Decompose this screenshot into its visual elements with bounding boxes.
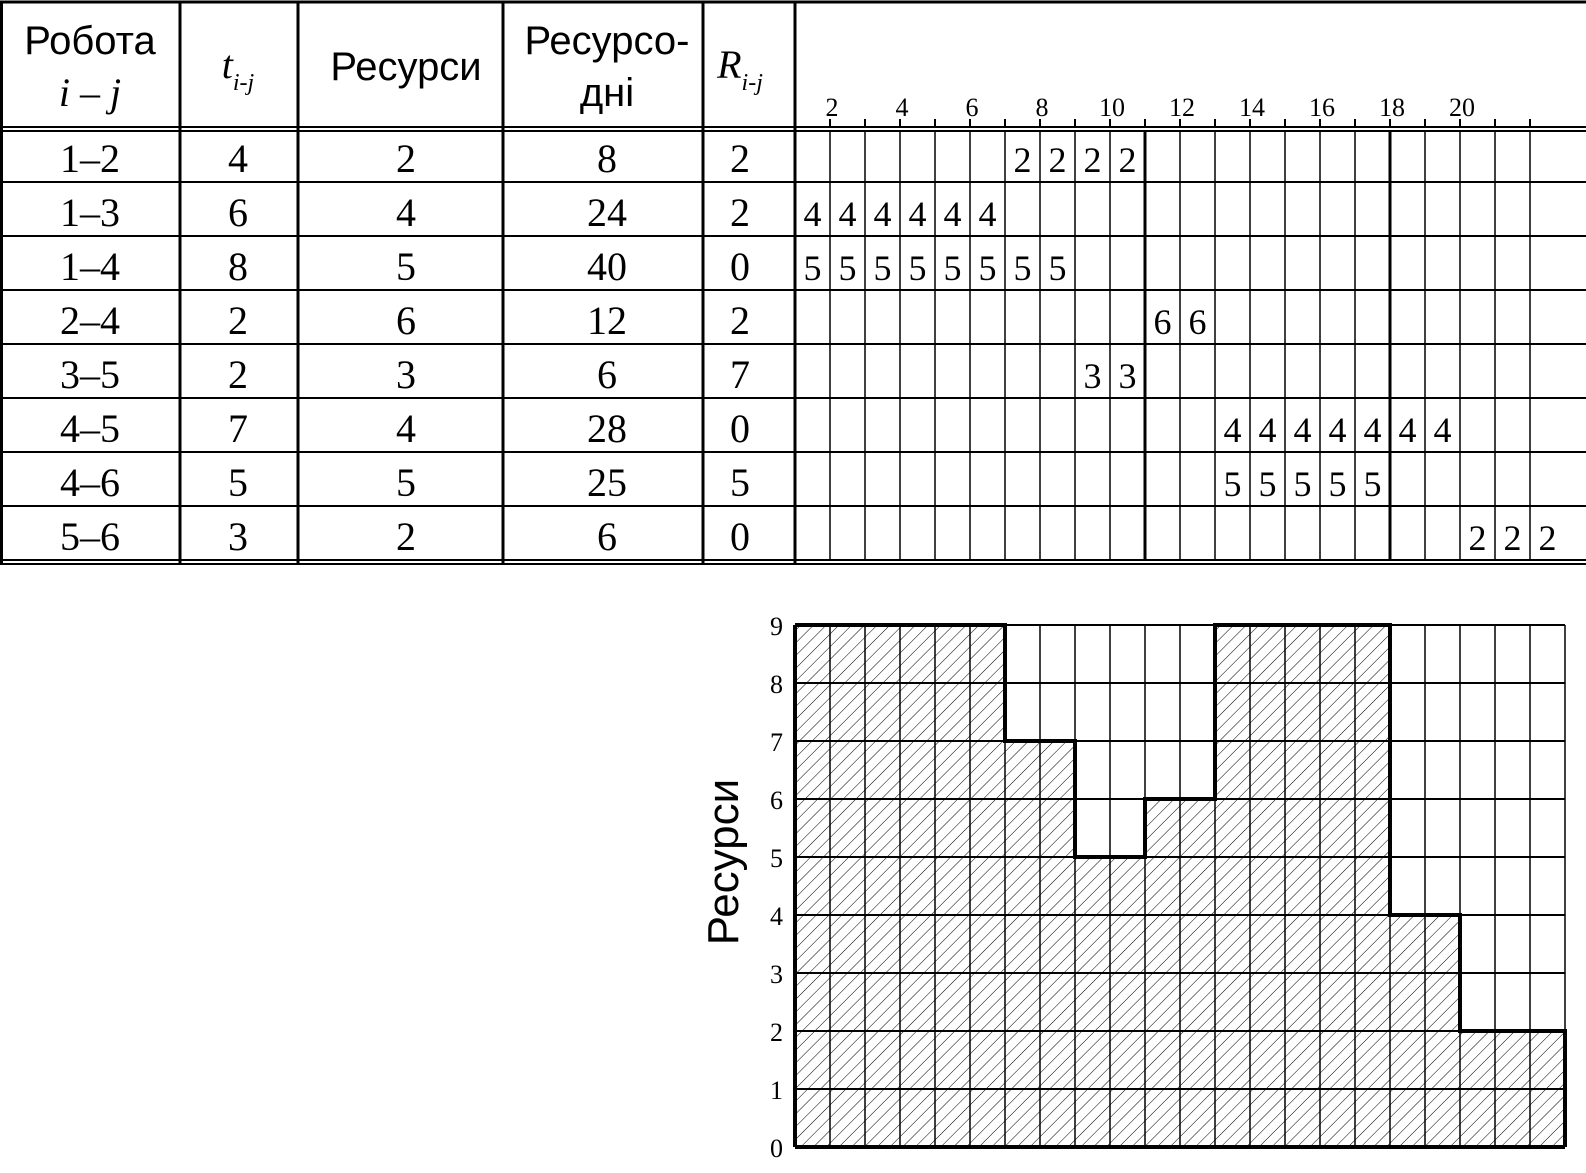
table-row bbox=[60, 244, 1067, 289]
row-cell-rd: 12 bbox=[587, 298, 627, 343]
header-reserve bbox=[716, 42, 763, 96]
row-cell-t: 6 bbox=[228, 190, 248, 235]
histogram-bar bbox=[1110, 857, 1145, 1147]
header-resources: Ресурси bbox=[330, 45, 482, 89]
row-cell-res: 5 bbox=[396, 244, 416, 289]
row-cell-res: 3 bbox=[396, 352, 416, 397]
gantt-amount: 4 bbox=[803, 194, 822, 234]
header-work-line2: i – j bbox=[58, 70, 122, 115]
gantt-amount: 4 bbox=[908, 194, 927, 234]
y-tick-label: 2 bbox=[770, 1018, 783, 1047]
row-cell-rd: 24 bbox=[587, 190, 627, 235]
gantt-amount: 5 bbox=[1258, 464, 1277, 504]
row-cell-rd: 6 bbox=[597, 352, 617, 397]
y-tick-label: 4 bbox=[770, 902, 783, 931]
histogram-bar bbox=[1250, 625, 1285, 1147]
gantt-amount: 2 bbox=[1538, 518, 1557, 558]
row-cell-res: 6 bbox=[396, 298, 416, 343]
row-cell-work: 2–4 bbox=[60, 298, 120, 343]
gantt-amount: 6 bbox=[1153, 302, 1172, 342]
gantt-amount: 4 bbox=[978, 194, 997, 234]
row-cell-work: 4–5 bbox=[60, 406, 120, 451]
histogram-bar bbox=[1040, 741, 1075, 1147]
table-row bbox=[60, 136, 1137, 181]
gantt-amount: 5 bbox=[1048, 248, 1067, 288]
histogram-bar bbox=[795, 625, 830, 1147]
row-cell-res: 4 bbox=[396, 190, 416, 235]
table-rows bbox=[60, 136, 1557, 559]
header-reserve-sub: i-j bbox=[741, 70, 763, 96]
row-cell-t: 7 bbox=[228, 406, 248, 451]
row-cell-t: 3 bbox=[228, 514, 248, 559]
y-tick-label: 8 bbox=[770, 670, 783, 699]
gantt-amount: 4 bbox=[873, 194, 892, 234]
day-label: 20 bbox=[1449, 93, 1475, 122]
header-duration-main: t bbox=[221, 42, 233, 87]
histogram-bar bbox=[830, 625, 865, 1147]
row-cell-reserve: 2 bbox=[730, 298, 750, 343]
day-label: 16 bbox=[1309, 93, 1335, 122]
y-tick-label: 9 bbox=[770, 612, 783, 641]
header-duration bbox=[222, 42, 255, 96]
gantt-amount: 4 bbox=[1258, 410, 1277, 450]
histogram-bar bbox=[1005, 741, 1040, 1147]
y-tick-label: 6 bbox=[770, 786, 783, 815]
gantt-amount: 5 bbox=[1328, 464, 1347, 504]
histogram-bar bbox=[1320, 625, 1355, 1147]
gantt-amount: 4 bbox=[1293, 410, 1312, 450]
row-cell-t: 8 bbox=[228, 244, 248, 289]
gantt-amount: 3 bbox=[1118, 356, 1137, 396]
day-label: 10 bbox=[1099, 93, 1125, 122]
gantt-amount: 4 bbox=[1398, 410, 1417, 450]
histogram-bar bbox=[1075, 857, 1110, 1147]
y-axis-ticks bbox=[770, 612, 783, 1163]
row-cell-work: 1–4 bbox=[60, 244, 120, 289]
histogram-bar bbox=[970, 625, 1005, 1147]
row-cell-rd: 6 bbox=[597, 514, 617, 559]
gantt-amount: 5 bbox=[943, 248, 962, 288]
histogram-bar bbox=[900, 625, 935, 1147]
gantt-amount: 5 bbox=[908, 248, 927, 288]
header-duration-sub: i-j bbox=[232, 70, 255, 96]
histogram-bar bbox=[865, 625, 900, 1147]
row-cell-rd: 8 bbox=[597, 136, 617, 181]
gantt-amount: 2 bbox=[1048, 140, 1067, 180]
gantt-amount: 5 bbox=[1223, 464, 1242, 504]
day-label: 12 bbox=[1169, 93, 1195, 122]
header-resource-days-line2: дні bbox=[579, 71, 635, 115]
y-axis-label: Ресурси bbox=[699, 778, 748, 946]
gantt-amount: 5 bbox=[1363, 464, 1382, 504]
histogram-bar bbox=[935, 625, 970, 1147]
header-resource-days-line1: Ресурсо- bbox=[524, 19, 690, 63]
header-reserve-main: R bbox=[717, 42, 742, 87]
y-tick-label: 7 bbox=[770, 728, 783, 757]
gantt-amount: 2 bbox=[1083, 140, 1102, 180]
gantt-amount: 2 bbox=[1503, 518, 1522, 558]
row-cell-work: 5–6 bbox=[60, 514, 120, 559]
gantt-amount: 6 bbox=[1188, 302, 1207, 342]
row-cell-work: 1–3 bbox=[60, 190, 120, 235]
day-label: 6 bbox=[965, 93, 979, 122]
row-cell-reserve: 2 bbox=[730, 190, 750, 235]
gantt-amount: 2 bbox=[1118, 140, 1137, 180]
gantt-amount: 5 bbox=[803, 248, 822, 288]
gantt-amount: 2 bbox=[1468, 518, 1487, 558]
y-tick-label: 5 bbox=[770, 844, 783, 873]
gantt-amount: 2 bbox=[1013, 140, 1032, 180]
table-row bbox=[60, 298, 1207, 343]
gantt-amount: 4 bbox=[838, 194, 857, 234]
row-cell-t: 2 bbox=[228, 298, 248, 343]
y-tick-label: 3 bbox=[770, 960, 783, 989]
gantt-amount: 4 bbox=[943, 194, 962, 234]
row-cell-res: 2 bbox=[396, 136, 416, 181]
gantt-amount: 3 bbox=[1083, 356, 1102, 396]
table-row bbox=[60, 190, 997, 235]
table-row bbox=[60, 460, 1382, 505]
row-cell-res: 4 bbox=[396, 406, 416, 451]
day-labels bbox=[826, 93, 1476, 122]
y-tick-label: 1 bbox=[770, 1076, 783, 1105]
table-row bbox=[60, 406, 1452, 451]
resource-histogram bbox=[699, 612, 1565, 1163]
row-cell-reserve: 2 bbox=[730, 136, 750, 181]
gantt-amount: 4 bbox=[1223, 410, 1242, 450]
row-cell-reserve: 5 bbox=[730, 460, 750, 505]
work-table bbox=[0, 2, 1586, 564]
row-cell-t: 2 bbox=[228, 352, 248, 397]
gantt-amount: 5 bbox=[873, 248, 892, 288]
y-tick-label: 0 bbox=[770, 1134, 783, 1163]
histogram-bar bbox=[1285, 625, 1320, 1147]
day-label: 18 bbox=[1379, 93, 1405, 122]
row-cell-reserve: 0 bbox=[730, 514, 750, 559]
gantt-amount: 5 bbox=[838, 248, 857, 288]
row-cell-t: 5 bbox=[228, 460, 248, 505]
row-cell-work: 1–2 bbox=[60, 136, 120, 181]
table-row bbox=[60, 352, 1137, 397]
day-label: 4 bbox=[895, 93, 909, 122]
gantt-amount: 5 bbox=[1013, 248, 1032, 288]
row-cell-reserve: 0 bbox=[730, 406, 750, 451]
day-label: 14 bbox=[1239, 93, 1265, 122]
histogram-bar bbox=[1355, 625, 1390, 1147]
header-work-line1: Робота bbox=[24, 19, 156, 63]
row-cell-t: 4 bbox=[228, 136, 248, 181]
row-cell-work: 3–5 bbox=[60, 352, 120, 397]
day-label: 2 bbox=[825, 93, 839, 122]
table-row bbox=[60, 514, 1557, 559]
day-label: 8 bbox=[1035, 93, 1049, 122]
row-cell-rd: 28 bbox=[587, 406, 627, 451]
gantt-amount: 4 bbox=[1363, 410, 1382, 450]
row-cell-res: 5 bbox=[396, 460, 416, 505]
gantt-amount: 4 bbox=[1433, 410, 1452, 450]
histogram-bar bbox=[1215, 625, 1250, 1147]
row-cell-rd: 40 bbox=[587, 244, 627, 289]
gantt-amount: 4 bbox=[1328, 410, 1347, 450]
row-cell-res: 2 bbox=[396, 514, 416, 559]
row-cell-reserve: 7 bbox=[730, 352, 750, 397]
row-cell-work: 4–6 bbox=[60, 460, 120, 505]
row-cell-rd: 25 bbox=[587, 460, 627, 505]
gantt-amount: 5 bbox=[978, 248, 997, 288]
gantt-amount: 5 bbox=[1293, 464, 1312, 504]
row-cell-reserve: 0 bbox=[730, 244, 750, 289]
